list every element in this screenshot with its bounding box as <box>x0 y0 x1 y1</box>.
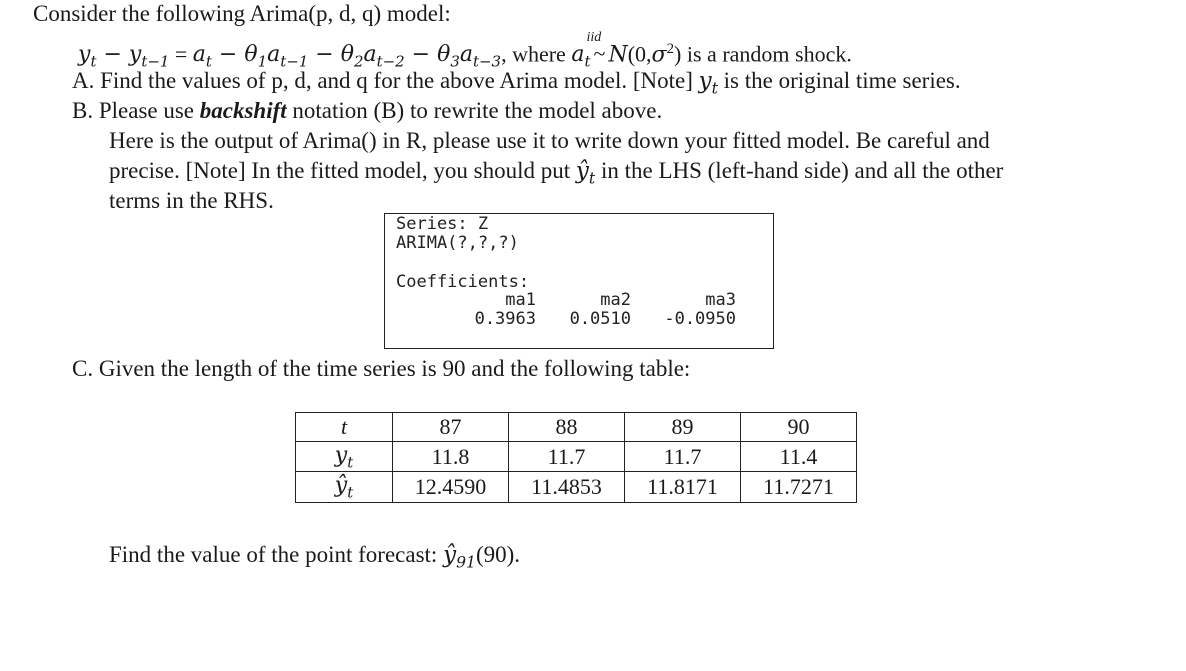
part-a: A. Find the values of p, d, and q for the above Arima model. [Note] $y_t$ is the original time series. <box>72 68 961 98</box>
part-c-letter: C. <box>72 356 94 381</box>
coef-name-ma2: ma2 <box>600 290 631 310</box>
coef-value-ma1: 0.3963 <box>474 309 536 329</box>
table-cell: 11.7271 <box>741 472 857 502</box>
coef-name-ma3: ma3 <box>705 290 736 310</box>
table-cell: 11.7 <box>509 442 625 472</box>
intro-text: Consider the following Arima(p, d, q) model: <box>33 1 451 26</box>
table-cell: 88 <box>509 413 625 442</box>
r-series-line: Series: Z <box>396 214 489 234</box>
row-label-t: t <box>296 413 393 442</box>
part-a-text: Find the values of p, d, and q for the above Arima model. [Note] <box>100 68 693 93</box>
table-row <box>296 413 857 442</box>
table-cell: 11.7 <box>625 442 741 472</box>
part-c-text: Given the length of the time series is 90 and the following table: <box>98 356 691 381</box>
table-row <box>296 442 857 472</box>
forecast-prompt: Find the value of the point forecast: $ŷ_{91}(90)$. <box>109 542 521 572</box>
r-output-box <box>384 213 774 349</box>
model-equation: $y_t - y_{t-1} = a_t - \theta_1a_{t-1} - \theta_2a_{t-2} - \theta_3a_{t-3}$, where $a_t$ iid ~ $N(0,\sigma^2)$ is a random shock. <box>78 34 852 77</box>
part-b-line-3: precise. [Note] In the fitted model, you should put $ŷ_t$ in the LHS (left-hand side) and all the other <box>109 158 1004 188</box>
coef-value-ma2: 0.0510 <box>569 309 631 329</box>
table-cell: 11.8171 <box>625 472 741 502</box>
part-b-text-pre: Please use <box>98 98 195 123</box>
table-cell: 11.4853 <box>509 472 625 502</box>
row-label-yhat: $ŷ_t$ <box>296 472 393 502</box>
table-cell: 11.4 <box>741 442 857 472</box>
coef-name-ma1: ma1 <box>505 290 536 310</box>
part-b <box>72 97 662 125</box>
table-cell: 11.8 <box>393 442 509 472</box>
table-cell: 90 <box>741 413 857 442</box>
part-b-text-post: notation (B) to rewrite the model above. <box>292 98 663 123</box>
part-b-line-4: terms in the RHS. <box>109 188 274 213</box>
row-label-y: $y_t$ <box>296 442 393 472</box>
r-model-line: ARIMA(?,?,?) <box>396 233 519 253</box>
part-b-line-2: Here is the output of Arima() in R, please use it to write down your fitted model. Be careful and <box>109 128 990 153</box>
table-cell: 89 <box>625 413 741 442</box>
part-b-letter: B. <box>72 98 94 123</box>
time-series-table <box>295 412 857 503</box>
iid-label: iid <box>586 30 602 46</box>
equation-tail: is a random shock. <box>686 41 852 67</box>
where-word: where <box>512 41 566 67</box>
table-cell: 87 <box>393 413 509 442</box>
part-b-bold: backshift <box>199 98 287 123</box>
part-a-letter: A. <box>72 68 95 93</box>
table-row <box>296 472 857 502</box>
part-b-line-3-pre: precise. [Note] In the fitted model, you should put <box>109 158 571 183</box>
table-cell: 12.4590 <box>393 472 509 502</box>
part-a-text-2: is the original time series. <box>723 68 961 93</box>
r-coefficients-label: Coefficients: <box>396 272 530 292</box>
part-b-line-3-post: in the LHS (left-hand side) and all the other <box>600 158 1004 183</box>
part-c <box>72 355 690 383</box>
coef-value-ma3: -0.0950 <box>664 309 736 329</box>
forecast-prompt-text: Find the value of the point forecast: <box>109 542 438 567</box>
